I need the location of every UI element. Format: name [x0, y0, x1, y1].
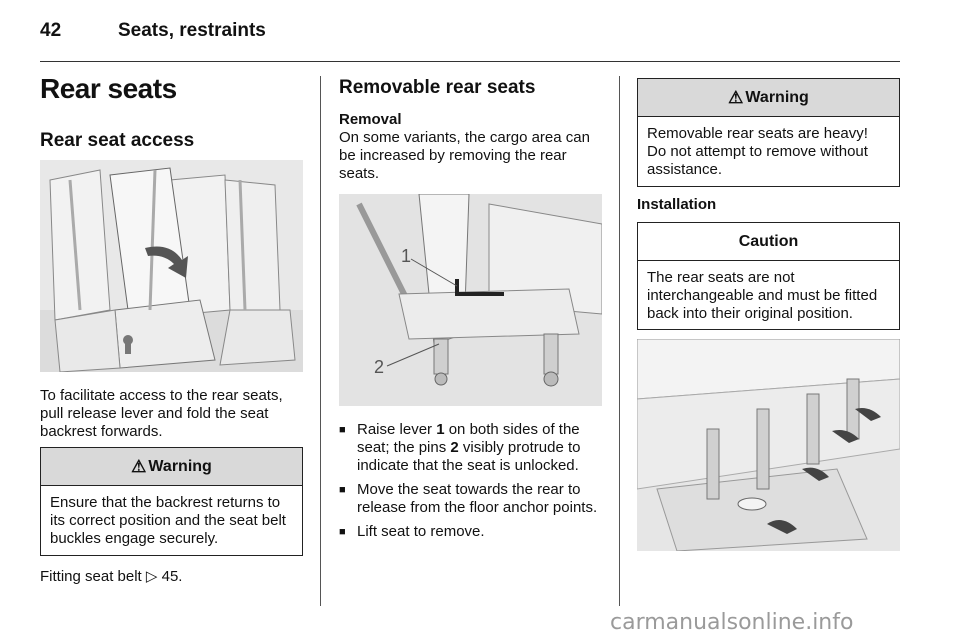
heading-removable-rear-seats: Removable rear seats	[339, 77, 536, 98]
figure-rear-seat-access-drawing	[40, 160, 303, 372]
paragraph-access: To facilitate access to the rear seats, pull release lever and fold the seat backrest forwards.	[40, 387, 283, 440]
warning-box-backrest	[40, 447, 303, 556]
figure-seat-lever	[339, 194, 602, 406]
list-item: ■ Lift seat to remove.	[339, 523, 605, 541]
figure-label-1: 1	[401, 246, 412, 266]
figure-label-2: 2	[374, 357, 385, 377]
column-divider-2	[619, 76, 620, 606]
warning-triangle-icon: ⚠	[728, 87, 744, 107]
warning-title: Warning	[745, 88, 809, 106]
figure-installation-drawing	[637, 339, 900, 551]
paragraph-removal: On some variants, the cargo area can be increased by removing the rear seats.	[339, 129, 590, 182]
fitting-page-link[interactable]: 45.	[161, 568, 183, 585]
section-title: Seats, restraints	[118, 20, 266, 41]
step-text: on both sides of the seat; the pins	[357, 421, 580, 456]
heading-installation: Installation	[637, 196, 717, 213]
warning-title: Warning	[148, 457, 212, 475]
list-item: ■ Move the seat towards the rear to release from the floor anchor points.	[339, 481, 605, 517]
warning-triangle-icon: ⚠	[131, 456, 147, 476]
warning-body: Removable rear seats are heavy! Do not attempt to remove without assistance.	[647, 125, 868, 178]
column-divider-1	[320, 76, 321, 606]
caution-title: Caution	[738, 232, 799, 250]
page-ref-icon: ▷	[145, 568, 158, 585]
list-item	[339, 421, 605, 475]
warning-box-heavy	[637, 78, 900, 187]
fitting-label: Fitting seat belt	[40, 568, 142, 585]
step-ref-1: 1	[436, 421, 445, 438]
warning-body: Ensure that the backrest returns to its correct position and the seat belt buckles engage securely.	[50, 494, 286, 547]
figure-installation	[637, 339, 900, 551]
caution-body: The rear seats are not interchangeable and must be fitted back into their original position.	[647, 269, 878, 322]
warning-header	[638, 79, 899, 117]
figure-rear-seat-access	[40, 160, 303, 372]
warning-header	[41, 448, 302, 486]
header-rule	[40, 61, 900, 62]
page-number: 42	[40, 20, 62, 41]
caution-box	[637, 222, 900, 330]
caution-header	[638, 223, 899, 261]
heading-removal: Removal	[339, 111, 402, 128]
removal-steps	[339, 421, 605, 547]
step-text: Raise lever	[357, 421, 437, 438]
step-ref-2: 2	[450, 439, 459, 456]
fitting-seat-belt-ref	[40, 568, 182, 586]
heading-rear-seat-access: Rear seat access	[40, 130, 195, 151]
heading-rear-seats: Rear seats	[40, 73, 177, 104]
watermark: carmanualsonline.info	[610, 610, 854, 635]
step-text: visibly protrude to indicate that the seat is unlocked.	[357, 439, 581, 474]
